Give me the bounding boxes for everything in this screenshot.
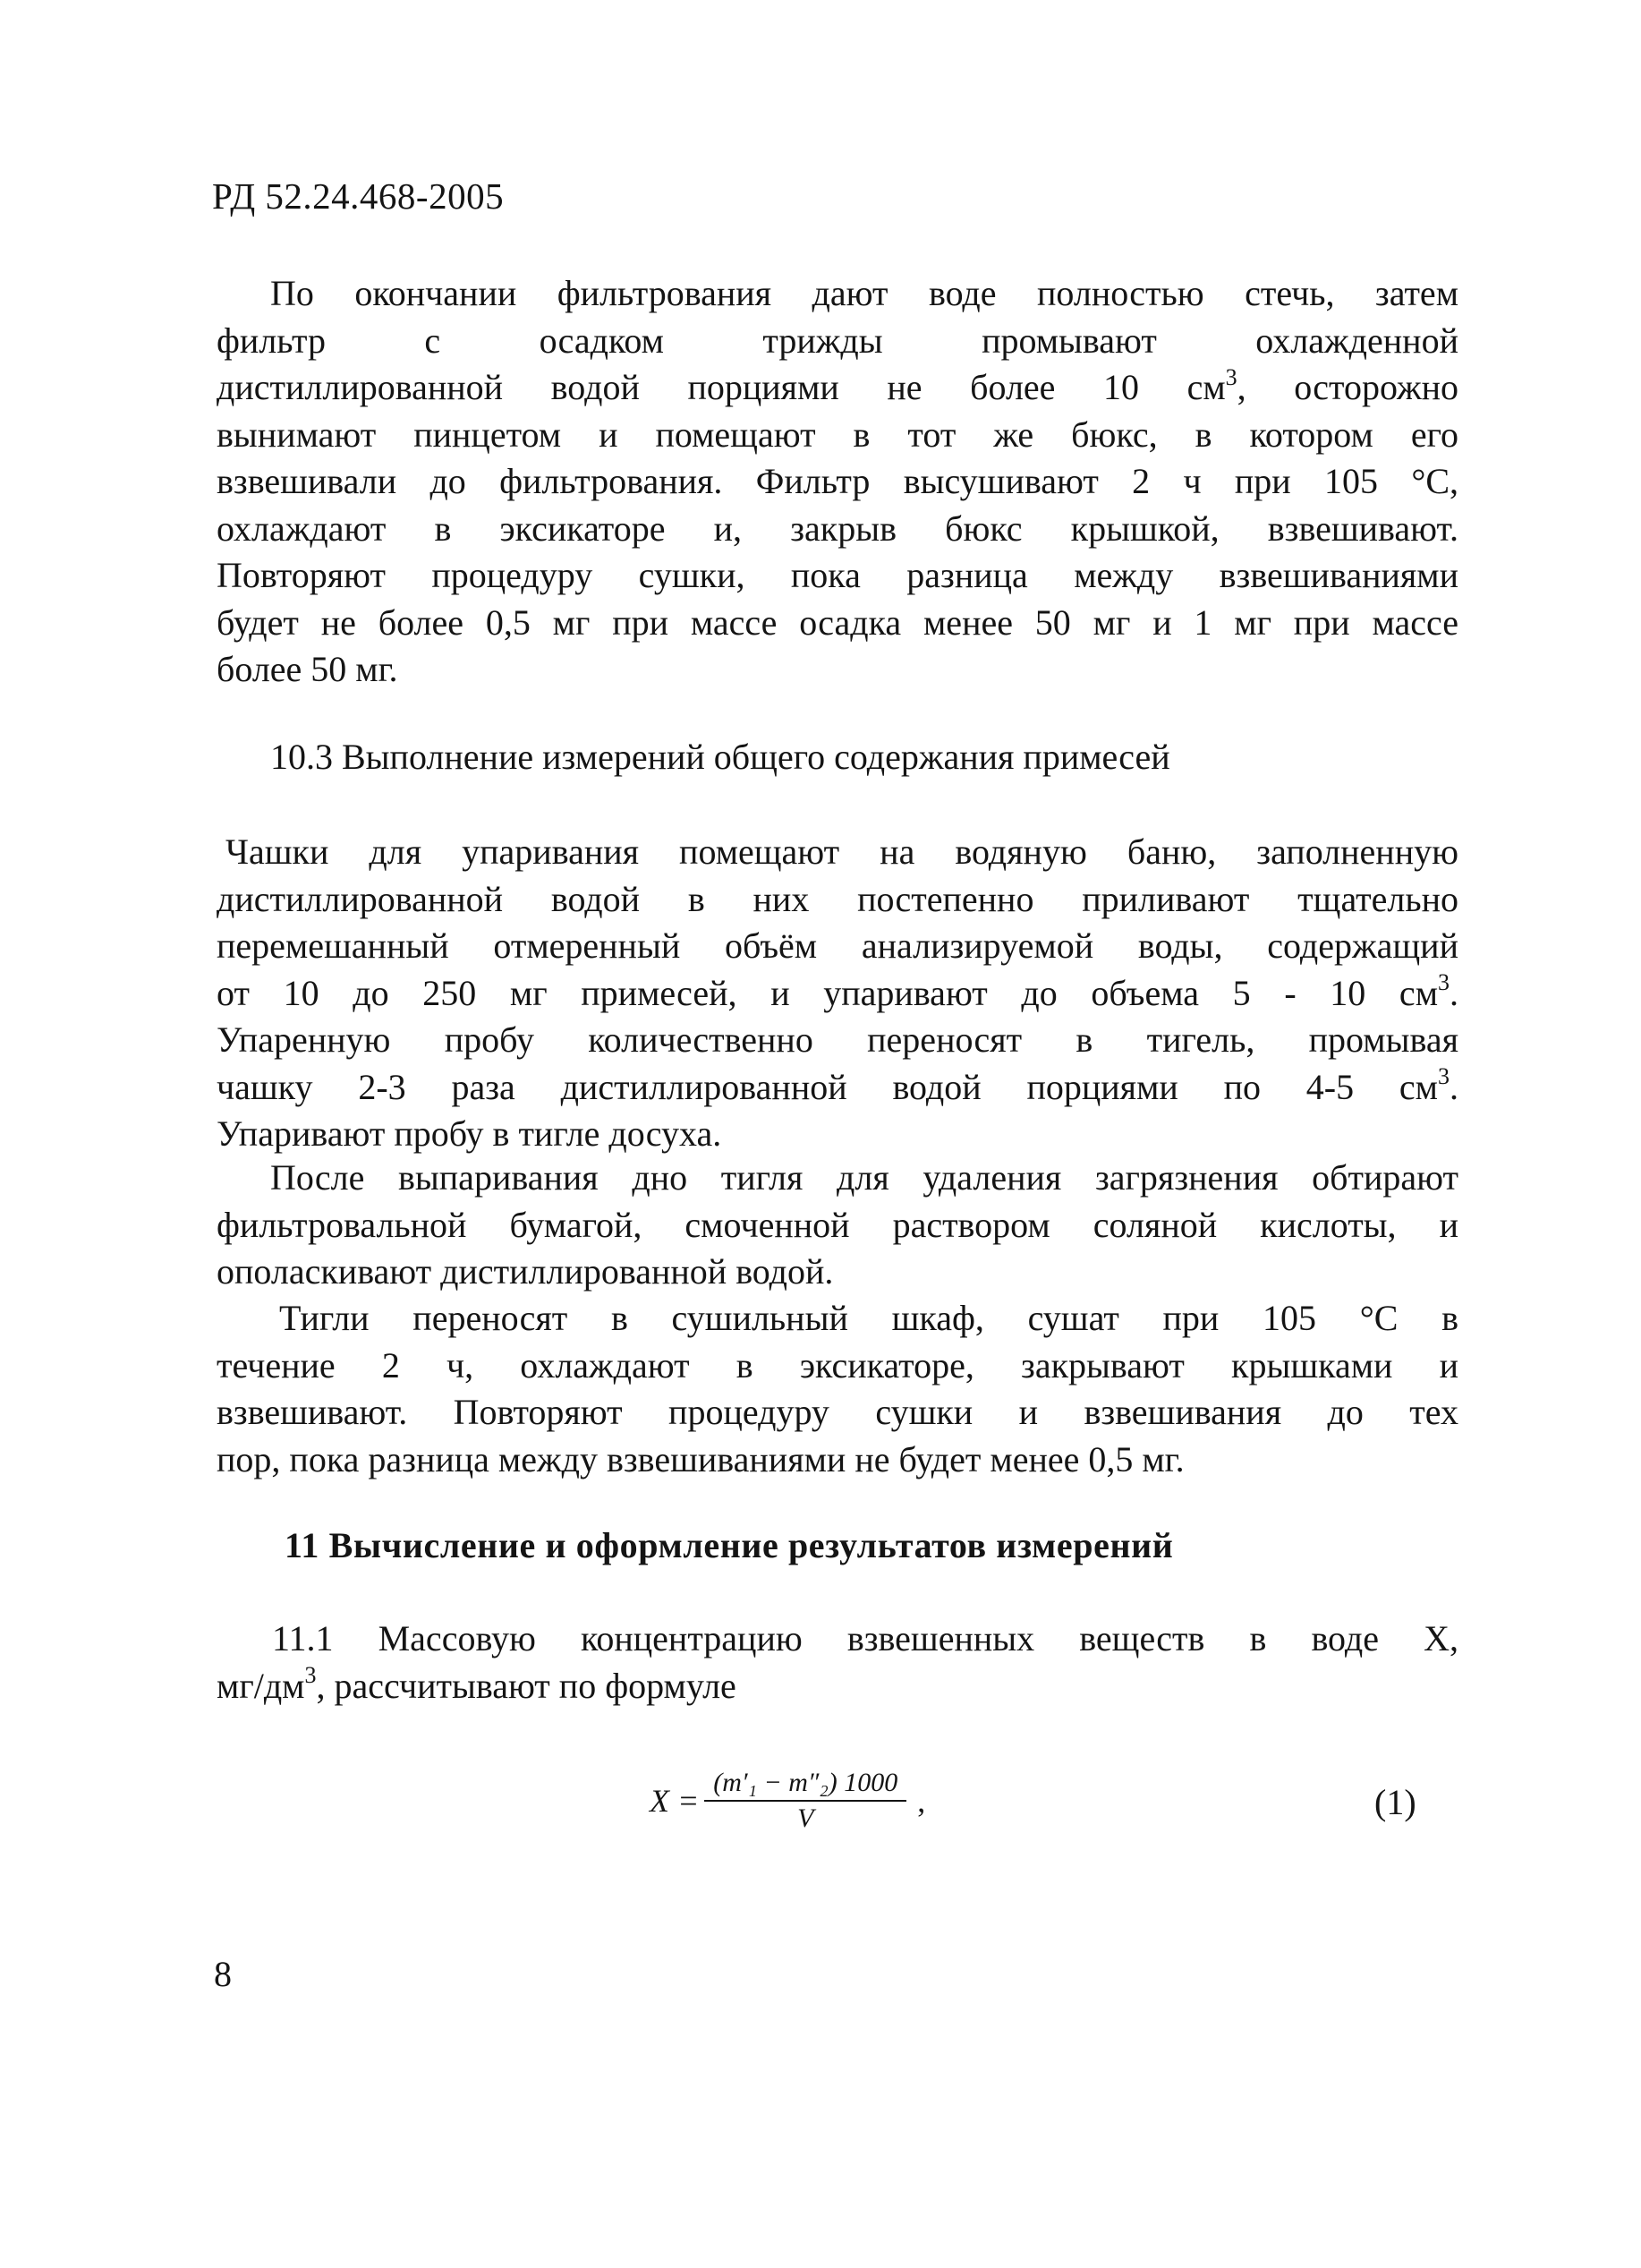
text-line: от 10 до 250 мг примесей, и упаривают до объема 5 - 10 $см^3$.	[217, 969, 1458, 1013]
superscript: 3	[1438, 969, 1450, 996]
text-line: будет не более 0,5 мг при массе осадка менее 50 мг и 1 мг при массе	[217, 601, 1458, 643]
text-line: Чашки для упаривания помещают на водяную баню, заполненную	[225, 831, 1458, 872]
text-line: ополаскивают дистиллированной водой.	[217, 1251, 834, 1292]
formula-numerator: (m′₁ − m″₂) 1000	[704, 1768, 906, 1802]
section-heading-11: 11 Вычисление и оформление результатов измерений	[285, 1525, 1174, 1565]
page-number: 8	[214, 1954, 232, 1994]
paragraph-evaporation	[217, 829, 1458, 1158]
text-line: взвешивали до фильтрования. Фильтр высушивают 2 ч при 105 °С,	[217, 461, 1458, 501]
equation-number: (1)	[1374, 1782, 1416, 1822]
text-line: дистиллированной водой порциями не более 10 $см^3$, осторожно	[217, 363, 1458, 407]
text-line: Тигли переносят в сушильный шкаф, сушат при 105 °С в	[279, 1298, 1458, 1338]
text-line: 11.1 Массовую концентрацию взвешенных веществ в воде Х,	[272, 1618, 1458, 1658]
formula-mass-concentration	[650, 1768, 925, 1834]
text-line: После выпаривания дно тигля для удаления загрязнения обтирают	[270, 1157, 1458, 1198]
text-line: фильтровальной бумагой, смоченной раствором соляной кислоты, и	[217, 1204, 1458, 1245]
text-line: Упаренную пробу количественно переносят в тигель, промывая	[217, 1019, 1458, 1060]
text-line: По окончании фильтрования дают воде полностью стечь, затем	[270, 273, 1458, 313]
section-heading-10-3: 10.3 Выполнение измерений общего содержания примесей	[270, 737, 1170, 777]
superscript: 3	[1438, 1063, 1450, 1090]
text-line: течение 2 ч, охлаждают в эксикаторе, закрывают крышками и	[217, 1344, 1458, 1386]
paragraph-calculation	[217, 1616, 1458, 1710]
superscript: 3	[1225, 363, 1237, 390]
text-line: чашку 2-3 раза дистиллированной водой порциями по 4-5 $см^3$.	[217, 1063, 1458, 1107]
paragraph-drying	[217, 1295, 1458, 1483]
superscript: 3	[304, 1662, 317, 1689]
text-line: более 50 мг.	[217, 649, 398, 689]
paragraph-filtration	[217, 270, 1458, 694]
formula-fraction	[704, 1768, 906, 1834]
text-line: охлаждают в эксикаторе и, закрыв бюкс крышкой, взвешивают.	[217, 507, 1458, 549]
text-line: Упаривают пробу в тигле досуха.	[217, 1113, 722, 1154]
text-line: пор, пока разница между взвешиваниями не будет менее 0,5 мг.	[217, 1438, 1185, 1479]
text-line: взвешивают. Повторяют процедуру сушки и взвешивания до тех	[217, 1392, 1458, 1432]
formula-denominator: V	[797, 1803, 814, 1833]
text-line: $мг/дм^3$, рассчитывают по формуле	[217, 1662, 736, 1706]
paragraph-cleaning	[217, 1155, 1458, 1296]
text-line: дистиллированной водой в них постепенно приливают тщательно	[217, 878, 1458, 919]
text-line: фильтр с осадком трижды промывают охлажденной	[217, 320, 1458, 361]
formula-lhs: X =	[650, 1783, 700, 1819]
document-code: РД 52.24.468-2005	[212, 175, 505, 217]
text-line: Повторяют процедуру сушки, пока разница между взвешиваниями	[217, 555, 1458, 595]
formula-trailing: ,	[917, 1783, 926, 1819]
text-line: перемешанный отмеренный объём анализируемой воды, содержащий	[217, 925, 1458, 966]
text-line: вынимают пинцетом и помещают в тот же бюкс, в котором его	[217, 414, 1458, 455]
